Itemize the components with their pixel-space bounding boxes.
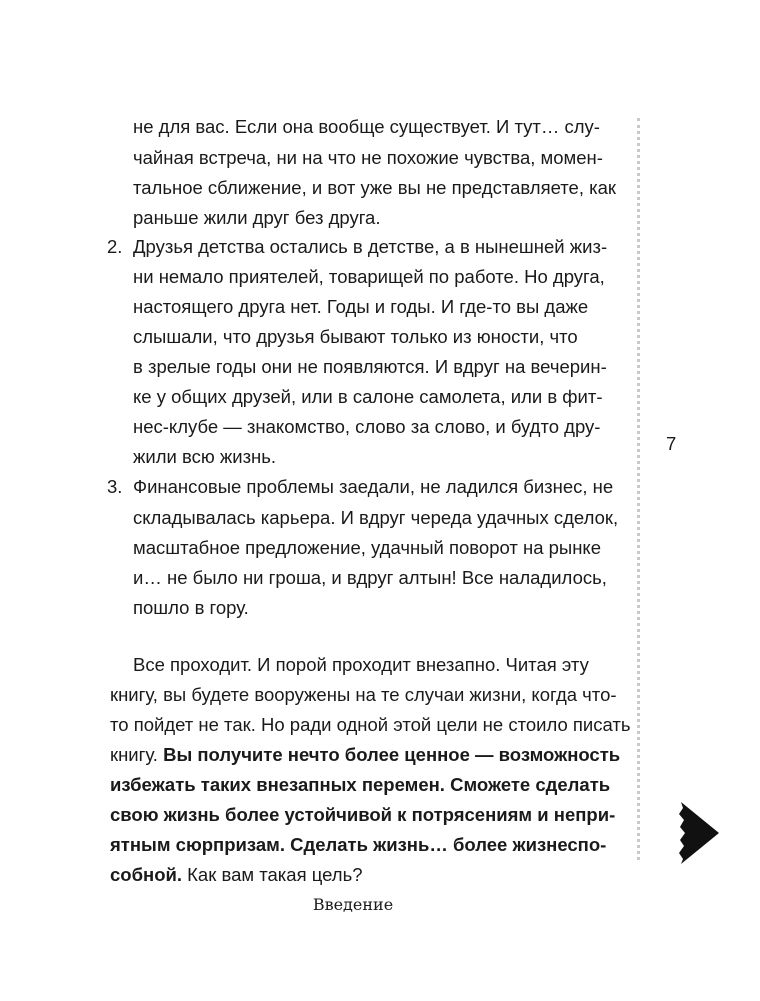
text-line: Друзья детства остались в детстве, а в нынешней жиз-: [133, 236, 608, 257]
text-line: то пойдет не так. Но ради одной этой цели не стоило писать: [110, 714, 631, 735]
text-line: в зрелые годы они не появляются. И вдруг на вечерин-: [133, 356, 607, 377]
text-line-bold: свою жизнь более устойчивой к потрясениям и непри-: [110, 804, 616, 825]
text-line: раньше жили друг без друга.: [133, 207, 381, 228]
text-line: нес-клубе — знакомство, слово за слово, и будто дру-: [133, 416, 601, 437]
text-line: ни немало приятелей, товарищей по работе. Но друга,: [133, 266, 605, 287]
plain-text: Как вам такая цель?: [187, 864, 363, 885]
text-line: масштабное предложение, удачный поворот на рынке: [133, 537, 602, 558]
list-number: 3.: [107, 476, 123, 497]
text-line: настоящего друга нет. Годы и годы. И где-то вы даже: [133, 296, 589, 317]
text-line: тальное сближение, и вот уже вы не представляете, как: [133, 177, 617, 198]
bold-text: собной.: [110, 864, 183, 885]
text-line: Финансовые проблемы заедали, не ладился бизнес, не: [133, 476, 614, 497]
text-line: не для вас. Если она вообще существует. И тут… слу-: [133, 116, 600, 137]
dotted-margin-rule: [637, 118, 640, 860]
bold-text: Вы получите нечто более ценное — возможность: [163, 744, 621, 765]
text-line: складывалась карьера. И вдруг череда удачных сделок,: [133, 507, 619, 528]
text-line: жили всю жизнь.: [133, 446, 277, 467]
text-line: слышали, что друзья бывают только из юности, что: [133, 326, 578, 347]
text-line: пошло в гору.: [133, 597, 249, 618]
next-page-arrow-icon: [677, 800, 721, 866]
plain-text: книгу.: [110, 744, 158, 765]
text-line: [110, 860, 363, 889]
text-line: Все проходит. И порой проходит внезапно. Читая эту: [133, 654, 589, 675]
footer-title: Введение: [312, 895, 394, 914]
text-line-bold: избежать таких внезапных перемен. Сможете сделать: [110, 774, 611, 795]
text-line: и… не было ни гроша, и вдруг алтын! Все наладилось,: [133, 567, 607, 588]
text-line: чайная встреча, ни на что не похожие чувства, момен-: [133, 147, 603, 168]
page-number: 7: [666, 433, 677, 454]
text-line: ке у общих друзей, или в салоне самолета, или в фит-: [133, 386, 603, 407]
text-line-bold: ятным сюрпризам. Сделать жизнь… более жизнеспо-: [110, 834, 607, 855]
list-number: 2.: [107, 236, 123, 257]
text-line: книгу, вы будете вооружены на те случаи жизни, когда что-: [110, 684, 617, 705]
text-line: [110, 740, 620, 769]
